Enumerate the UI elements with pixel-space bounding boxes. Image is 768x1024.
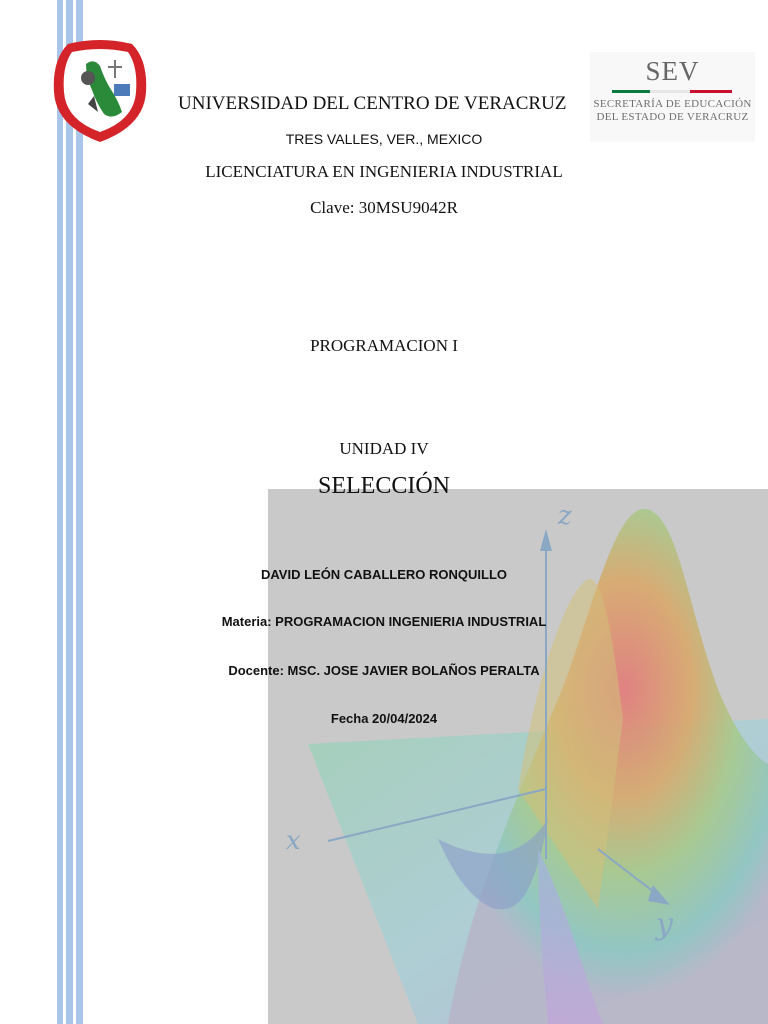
student-name: DAVID LEÓN CABALLERO RONQUILLO <box>260 567 508 582</box>
unit-label: UNIDAD IV <box>339 439 429 458</box>
location-text: TRES VALLES, VER., MEXICO <box>285 131 483 147</box>
left-stripe-1 <box>66 0 73 1024</box>
z-axis-label: z <box>558 501 572 531</box>
sev-bar-red <box>690 90 732 93</box>
sev-logo-title: SEV <box>645 56 700 86</box>
date-line: Fecha 20/04/2024 <box>330 711 438 726</box>
left-stripe-outer <box>57 0 63 1024</box>
y-axis-label: y <box>656 907 673 942</box>
topic-title: SELECCIÓN <box>318 473 450 499</box>
x-axis-label: x <box>286 826 301 856</box>
sev-logo-line1: SECRETARÍA DE EDUCACIÓN <box>593 98 752 110</box>
sev-bar-green <box>612 90 650 93</box>
university-logo <box>48 38 152 146</box>
teacher-line: Docente: MSC. JOSE JAVIER BOLAÑOS PERALTA <box>228 663 540 678</box>
sev-logo <box>590 52 755 142</box>
sev-bar-white <box>650 90 690 93</box>
university-name: UNIVERSIDAD DEL CENTRO DE VERACRUZ <box>178 93 567 114</box>
sev-logo-line2: DEL ESTADO DE VERACRUZ <box>596 111 749 123</box>
clave-code: Clave: 30MSU9042R <box>310 198 458 217</box>
left-stripe-2 <box>76 0 83 1024</box>
degree-name: LICENCIATURA EN INGENIERIA INDUSTRIAL <box>205 162 563 181</box>
course-name: PROGRAMACION I <box>310 336 458 355</box>
subject-line: Materia: PROGRAMACION INGENIERIA INDUSTRIAL <box>221 614 547 629</box>
